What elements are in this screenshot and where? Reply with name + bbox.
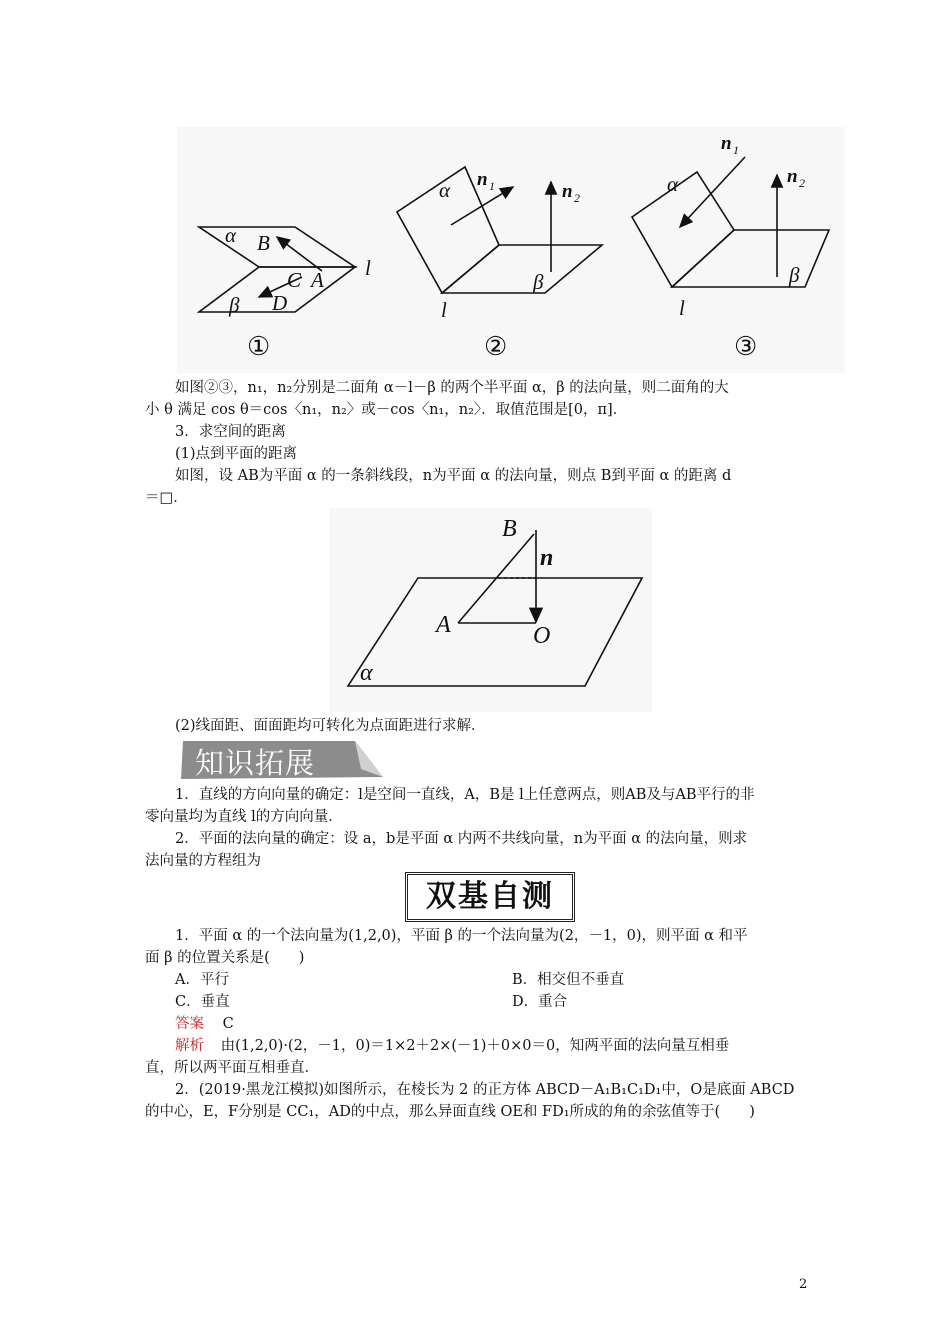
plane-beta-2: [442, 245, 602, 293]
label-l: l: [679, 296, 685, 320]
section3-body1: 如图，设 AB为平面 α 的一条斜线段，n为平面 α 的法向量，则点 B到平面 α 的距离 d: [175, 468, 732, 484]
sub2: (2)线面距、面面距均可转化为点面距进行求解．: [175, 718, 486, 734]
label-n1: n: [721, 133, 732, 154]
q1-option-b: B．相交但不垂直: [512, 972, 625, 988]
label-beta: β: [789, 263, 800, 287]
knowledge-extension-banner: [177, 739, 385, 781]
ext-item2-line2: 法向量的方程组为: [145, 853, 261, 869]
label-n2: n: [787, 166, 798, 187]
ext-item1-line2: 零向量均为直线 l的方向向量．: [145, 809, 343, 825]
q1-analysis-line2: 直，所以两平面互相垂直．: [145, 1060, 319, 1076]
label-O: O: [533, 623, 551, 649]
label-alpha: α: [225, 223, 237, 247]
plane-alpha-3: [632, 172, 734, 287]
label-D: D: [272, 291, 288, 315]
label-n1-sub: 1: [733, 143, 739, 157]
label-B: B: [257, 231, 270, 255]
q1-answer: [175, 1013, 234, 1035]
answer-label: 答案: [175, 1016, 204, 1032]
q1-option-d: D．重合: [512, 994, 568, 1010]
plane-alpha: [348, 578, 642, 686]
section3-title: 3．求空间的距离: [175, 424, 286, 440]
answer-value: C: [222, 1016, 234, 1032]
label-B: B: [502, 516, 517, 542]
label-A: A: [436, 612, 451, 638]
plane-beta-3: [672, 230, 829, 287]
page-number: 2: [799, 1277, 808, 1292]
dihedral-angle-diagram: [177, 127, 845, 373]
label-alpha: α: [439, 178, 451, 202]
panel-number-2: ②: [484, 332, 508, 361]
label-alpha: α: [667, 172, 679, 196]
label-n1-sub: 1: [489, 179, 495, 193]
self-test-title: 双基自测: [405, 872, 575, 922]
para1-line1: 如图②③，n₁，n₂分别是二面角 α－l－β 的两个半平面 α，β 的法向量，则二面角的大: [175, 380, 729, 396]
point-plane-distance-figure: [330, 508, 652, 712]
label-n2-sub: 2: [799, 176, 805, 190]
para1-line2: 小 θ 满足 cos θ＝cos〈n₁，n₂〉或－cos〈n₁，n₂〉．取值范围是[0，π]．: [145, 402, 628, 418]
label-n: n: [540, 545, 554, 571]
point-plane-distance-diagram: [330, 508, 652, 712]
q2-line2: 的中心，E，F分别是 CC₁，AD的中点，那么异面直线 OE和 FD₁所成的角的余弦值等于( ): [145, 1104, 755, 1120]
panel-number-3: ③: [734, 332, 758, 361]
label-beta: β: [533, 270, 544, 294]
panel-number-1: ①: [247, 332, 271, 361]
q1-line1: 1．平面 α 的一个法向量为(1,2,0)，平面 β 的一个法向量为(2，－1，0)，则平面 α 和平: [175, 928, 748, 944]
q1-option-c: C．垂直: [175, 994, 230, 1010]
section3-sub1: (1)点到平面的距离: [175, 446, 298, 462]
analysis-text: 由(1,2,0)·(2，－1，0)＝1×2＋2×(－1)＋0×0＝0，知两平面的法向量互相垂: [220, 1038, 730, 1054]
label-l: l: [441, 298, 447, 322]
dihedral-angle-figure: [177, 127, 845, 373]
q1-analysis-line1: [175, 1035, 729, 1057]
q1-line2: 面 β 的位置关系是( ): [145, 950, 305, 966]
label-l: l: [365, 256, 371, 280]
label-beta: β: [229, 293, 240, 317]
label-n2: n: [562, 181, 573, 202]
analysis-label: 解析: [175, 1038, 204, 1054]
label-n1: n: [477, 169, 488, 190]
label-n2-sub: 2: [574, 191, 580, 205]
banner-title: 知识拓展: [195, 746, 316, 780]
q1-option-a: A．平行: [175, 972, 229, 988]
ext-item2-line1: 2．平面的法向量的确定：设 a，b是平面 α 内两不共线向量，n为平面 α 的法向量，则求: [175, 831, 748, 847]
plane-alpha-1: [199, 227, 355, 267]
label-C: C: [287, 268, 302, 292]
section3-body2: ＝□．: [145, 490, 188, 506]
q2-line1: 2．(2019·黑龙江模拟)如图所示，在棱长为 2 的正方体 ABCD－A₁B₁C₁D₁中，O是底面 ABCD: [175, 1082, 795, 1098]
ext-item1-line1: 1．直线的方向向量的确定：l是空间一直线，A，B是 l上任意两点，则AB及与AB平行的非: [175, 787, 755, 803]
label-A: A: [311, 268, 324, 292]
label-alpha: α: [360, 660, 373, 686]
